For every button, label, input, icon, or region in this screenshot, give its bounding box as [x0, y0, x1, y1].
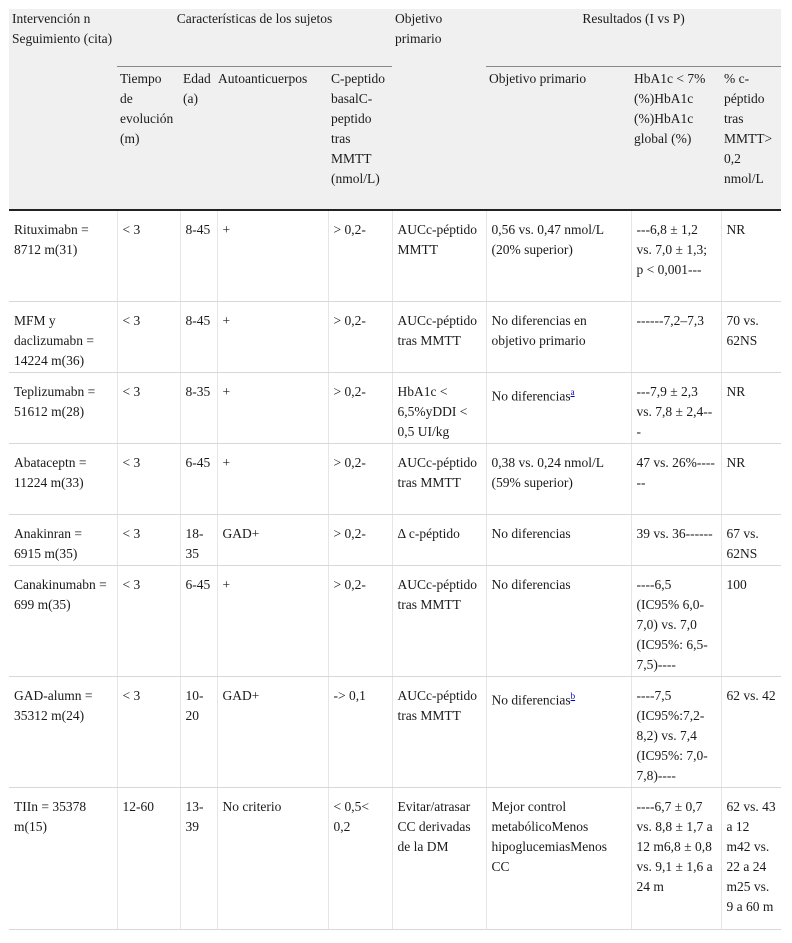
cell-hba1c: 47 vs. 26%------: [631, 443, 721, 514]
cell-cpep-pct: 62 vs. 42: [721, 676, 781, 787]
cell-autoab: +: [217, 565, 328, 676]
cell-age: 8-45: [180, 301, 217, 372]
cell-hba1c: ------7,2–7,3: [631, 301, 721, 372]
cell-time: 12-60: [117, 787, 180, 929]
cell-autoab: +: [217, 443, 328, 514]
cell-age: 8-45: [180, 210, 217, 301]
cell-objective: Evitar/atrasar CC derivadas de la DM: [392, 787, 486, 929]
cell-cpep-pct: 67 vs. 62NS: [721, 514, 781, 565]
primary-text: No diferencias en objetivo primario: [491, 312, 587, 348]
cell-cpep-pct: NR: [721, 372, 781, 443]
primary-text: No diferencias: [491, 576, 571, 592]
cell-autoab: GAD+: [217, 514, 328, 565]
table-header: [9, 9, 781, 210]
cell-age: 13-39: [180, 787, 217, 929]
header-objective: Objetivo primario: [392, 9, 486, 210]
cell-time: < 3: [117, 443, 180, 514]
cell-cpep-pct: NR: [721, 443, 781, 514]
cell-cpep-pct: NR: [721, 210, 781, 301]
cell-hba1c: ----6,7 ± 0,7 vs. 8,8 ± 1,7 a 12 m6,8 ± 0,8 vs. 9,1 ± 1,6 a 24 m: [631, 787, 721, 929]
table-row: [9, 787, 781, 929]
header-time: Tiempo de evolución (m): [117, 67, 180, 211]
cell-cpep-pct: 100: [721, 565, 781, 676]
primary-text: Mejor control metabólicoMenos hipoglucemiasMenos CC: [491, 798, 608, 874]
header-subjects-group: Características de los sujetos: [117, 9, 392, 67]
cell-cpeptide: -> 0,1: [328, 676, 392, 787]
cell-autoab: +: [217, 301, 328, 372]
table-row: [9, 676, 781, 787]
cell-time: < 3: [117, 372, 180, 443]
cell-cpeptide: > 0,2-: [328, 565, 392, 676]
cell-study: GAD-alumn = 35312 m(24): [9, 676, 117, 787]
table-row: [9, 565, 781, 676]
cell-autoab: No criterio: [217, 787, 328, 929]
primary-text: No diferencias: [491, 525, 571, 541]
cell-autoab: GAD+: [217, 676, 328, 787]
table-row: [9, 301, 781, 372]
cell-cpeptide: > 0,2-: [328, 514, 392, 565]
header-study: Intervención n Seguimiento (cita): [9, 9, 117, 210]
header-age: Edad (a): [180, 67, 217, 211]
header-hba1c: HbA1c < 7% (%)HbA1c (%)HbA1c global (%): [631, 67, 721, 211]
footnote-link[interactable]: b: [570, 690, 576, 701]
cell-study: Teplizumabn = 51612 m(28): [9, 372, 117, 443]
cell-primary: [486, 301, 631, 372]
cell-primary: [486, 676, 631, 787]
header-results-group: Resultados (I vs P): [486, 9, 781, 67]
cell-objective: AUCc-péptido MMTT: [392, 210, 486, 301]
cell-autoab: +: [217, 210, 328, 301]
cell-hba1c: 39 vs. 36------: [631, 514, 721, 565]
cell-cpeptide: > 0,2-: [328, 301, 392, 372]
cell-age: 6-45: [180, 565, 217, 676]
primary-text: No diferencias: [491, 388, 571, 403]
table-row: [9, 443, 781, 514]
cell-autoab: +: [217, 372, 328, 443]
cell-hba1c: ----6,5 (IC95% 6,0-7,0) vs. 7,0 (IC95%: 6,5-7,5)----: [631, 565, 721, 676]
cell-primary: [486, 443, 631, 514]
cell-time: < 3: [117, 565, 180, 676]
cell-age: 6-45: [180, 443, 217, 514]
cell-study: Anakinran = 6915 m(35): [9, 514, 117, 565]
footnote-link[interactable]: a: [570, 386, 575, 397]
cell-primary: [486, 514, 631, 565]
primary-text: No diferencias: [491, 692, 571, 707]
table-row: [9, 514, 781, 565]
cell-age: 18-35: [180, 514, 217, 565]
cell-cpep-pct: 70 vs. 62NS: [721, 301, 781, 372]
cell-objective: AUCc-péptido tras MMTT: [392, 443, 486, 514]
header-cpeptide-pct: % c-péptido tras MMTT> 0,2 nmol/L: [721, 67, 781, 211]
cell-primary: [486, 787, 631, 929]
primary-text: 0,56 vs. 0,47 nmol/L (20% superior): [491, 222, 604, 257]
cell-cpeptide: < 0,5< 0,2: [328, 787, 392, 929]
cell-objective: AUCc-péptido tras MMTT: [392, 565, 486, 676]
cell-objective: AUCc-péptido tras MMTT: [392, 301, 486, 372]
header-cpeptide: C-peptido basalC-peptido tras MMTT (nmol/L): [328, 67, 392, 211]
cell-age: 10-20: [180, 676, 217, 787]
cell-study: Canakinumabn = 699 m(35): [9, 565, 117, 676]
header-autoantibodies: Autoanticuerpos: [217, 67, 328, 211]
cell-primary: [486, 210, 631, 301]
cell-primary: [486, 372, 631, 443]
cell-cpep-pct: 62 vs. 43 a 12 m42 vs. 22 a 24 m25 vs. 9 a 60 m: [721, 787, 781, 929]
cell-objective: HbA1c < 6,5%yDDI < 0,5 UI/kg: [392, 372, 486, 443]
cell-cpeptide: > 0,2-: [328, 443, 392, 514]
results-table: [9, 9, 781, 930]
cell-hba1c: ---7,9 ± 2,3 vs. 7,8 ± 2,4---: [631, 372, 721, 443]
cell-objective: AUCc-péptido tras MMTT: [392, 676, 486, 787]
cell-study: TIIn = 35378 m(15): [9, 787, 117, 929]
cell-hba1c: ----7,5 (IC95%:7,2-8,2) vs. 7,4 (IC95%: 7,0-7,8)----: [631, 676, 721, 787]
table-row: [9, 210, 781, 301]
primary-text: 0,38 vs. 0,24 nmol/L (59% superior): [491, 454, 604, 490]
cell-time: < 3: [117, 210, 180, 301]
cell-time: < 3: [117, 676, 180, 787]
cell-hba1c: ---6,8 ± 1,2 vs. 7,0 ± 1,3; p < 0,001---: [631, 210, 721, 301]
cell-study: MFM y daclizumabn = 14224 m(36): [9, 301, 117, 372]
cell-time: < 3: [117, 301, 180, 372]
header-primary-result: Objetivo primario: [486, 67, 631, 211]
cell-objective: Δ c-péptido: [392, 514, 486, 565]
cell-time: < 3: [117, 514, 180, 565]
cell-age: 8-35: [180, 372, 217, 443]
table-row: [9, 372, 781, 443]
cell-study: Rituximabn = 8712 m(31): [9, 210, 117, 301]
cell-study: Abataceptn = 11224 m(33): [9, 443, 117, 514]
cell-cpeptide: > 0,2-: [328, 372, 392, 443]
cell-cpeptide: > 0,2-: [328, 210, 392, 301]
cell-primary: [486, 565, 631, 676]
table-body: [9, 210, 781, 929]
